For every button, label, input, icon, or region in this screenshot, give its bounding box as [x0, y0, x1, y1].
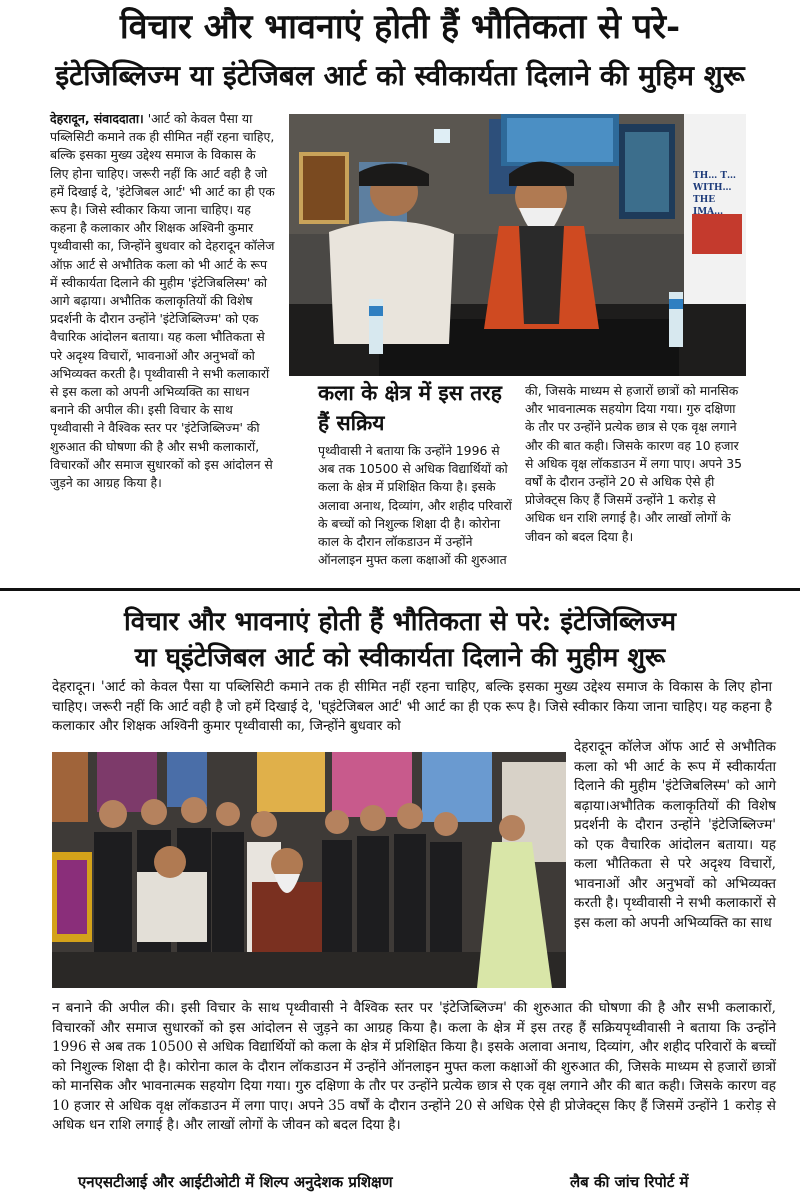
clip1-column-3-text: की, जिसके माध्यम से हजारों छात्रों को मानसिक और भावनात्मक सहयोग दिया गया। गुरु दक्षिणा के तौर पर उन्होंने प्रत्येक छात्र से एक वृक्ष लगाने और की बात कही। जिसके कारण वह 10 हजार से अधिक वृक्ष लॉकडाउन में लगा पाए। अपने 35 वर्षों के दौरान उन्होंने 20 से अधिक ऐसे ही प्रोजेक्ट्स किए हैं जिसमें उन्होंने 1 करोड़ से अधिक धन राशि लगाई है। और लाखों लोगों के जीवन को बदल दिया है। [525, 383, 743, 544]
clip1-column-2 [318, 442, 518, 569]
clip2-intro-text: देहरादून। 'आर्ट को केवल पैसा या पब्लिसिटी कमाने तक ही सीमित नहीं रहना चाहिए, बल्कि इसका मुख्य उद्देश्य समाज के विकास के लिए होना चाहिए। जरूरी नहीं कि आर्ट वही है जो हमें दिखाई दे, 'घ्इंटेजिबल आर्ट' भी आर्ट का ही एक रूप है। जिसे स्वीकार किया जाना चाहिए। यह कहना है कलाकार और शिक्षक अश्विनी कुमार पृथ्वीवासी का, जिन्होंने बुधवार को [52, 679, 772, 734]
clip1-poster-text: TH… T… WITH… THE IMA… [693, 171, 737, 217]
clip1-column-1 [50, 110, 276, 492]
clip2-bottom-paragraph [52, 999, 776, 1136]
clip1-subheading: कला के क्षेत्र में इस तरह हैं सक्रिय [318, 380, 502, 435]
clip2-photo-illustration [52, 752, 566, 988]
clip1-photo-interview [289, 114, 746, 376]
clip2-headline-line1: विचार और भावनाएं होती हैं भौतिकता से परे: इंटेजिब्लिज्म [124, 607, 676, 637]
clip2-photo-group [52, 752, 566, 988]
clip2-side-column [574, 738, 776, 933]
clip1-dateline: देहरादून, संवाददाता। [50, 111, 144, 126]
clip2-bottom-text: न बनाने की अपील की। इसी विचार के साथ पृथ्वीवासी ने वैश्विक स्तर पर 'इंटेजिब्लिज्म' की शुरुआत की घोषणा की है और सभी कलाकारों, विचारकों और समाज सुधारकों को इस आंदोलन से जुड़ने का आग्रह किया है। कला के क्षेत्र में इस तरह हैं सक्रियपृथ्वीवासी ने बताया कि उन्होंने 1996 से अब तक 10500 से अधिक विद्यार्थियों को कला के क्षेत्र में प्रशिक्षित किया है। इसके अलावा अनाथ, दिव्यांग, और शहीद परिवारों के बच्चों को निशुल्क शिक्षा दी है। कोरोना काल के दौरान लॉकडाउन में उन्होंने ऑनलाइन मुफ्त कला कक्षाओं की शुरुआत की, जिसके माध्यम से हजारों छात्रों को मानसिक और भावनात्मक सहयोग दिया गया। गुरु दक्षिणा के तौर पर उन्होंने प्रत्येक छात्र से एक वृक्ष लगाने और की बात कही। जिसके कारण वह 10 हजार से अधिक वृक्ष लॉकडाउन में लगा पाए। अपने 35 वर्षों के दौरान उन्होंने 20 से अधिक ऐसे ही प्रोजेक्ट्स किए हैं जिसमें उन्होंने 1 करोड़ से अधिक धन राशि लगाई है। और लाखों लोगों के जीवन को बदल दिया है। [52, 1000, 776, 1133]
clipping-divider [0, 588, 800, 591]
clip2-footer-headline-left: एनएसटीआई और आईटीओटी में शिल्प अनुदेशक प्रशिक्षण [78, 1173, 393, 1191]
clip2-headline-line2: या घ्इंटेजिबल आर्ट को स्वीकार्यता दिलाने की मुहीम शुरू [134, 643, 666, 673]
clip2-intro-paragraph [52, 678, 772, 737]
clip1-column-3 [525, 382, 748, 546]
clip1-headline-line2: इंटेजिब्लिज्म या इंटेजिबल आर्ट को स्वीकार्यता दिलाने की मुहिम शुरू [55, 59, 745, 92]
clip1-headline-line1: विचार और भावनाएं होती हैं भौतिकता से परे- [119, 7, 681, 47]
clip1-column-1-text: 'आर्ट को केवल पैसा या पब्लिसिटी कमाने तक ही सीमित नहीं रहना चाहिए, बल्कि इसका मुख्य उद्देश्य समाज के विकास के लिए होना चाहिए। जरूरी नहीं कि आर्ट वही है जो हमें दिखाई दे, 'इंटेजिबल आर्ट' भी आर्ट का ही एक रूप है। जिसे स्वीकार किया जाना चाहिए। यह कहना है कलाकार और शिक्षक अश्विनी कुमार पृथ्वीवासी का, जिन्होंने बुधवार को देहरादून कॉलेज ऑफ़ आर्ट से अभौतिक कला को भी आर्ट के रूप में स्वीकार्यता दिलाने की मुहीम 'इंटेजिबलिस्म' को आगे बढ़ाया। अभौतिक कलाकृतियों की विशेष प्रदर्शनी के दौरान उन्होंने 'इंटेजिब्लिज्म' को एक वैचारिक आंदोलन बताया। यह कला भौतिकता से परे अदृश्य विचारों, भावनाओं और अनुभवों को अभिव्यक्त करती है। पृथ्वीवासी ने सभी कलाकारों से इस कला को अपनी अभिव्यक्ति का साधन बनाने की अपील की। इसी विचार के साथ पृथ्वीवासी ने वैश्विक स्तर पर 'इंटेजिब्लिज्म' की शुरुआत की घोषणा की है और सभी कलाकारों, विचारकों और समाज सुधारकों को इस आंदोलन से जुड़ने का आग्रह किया है। [50, 111, 275, 491]
clip2-footer-headline-right: लैब की जांच रिपोर्ट में [570, 1173, 689, 1191]
clip1-photo-illustration [289, 114, 746, 376]
clip2-side-text: देहरादून कॉलेज ऑफ आर्ट से अभौतिक कला को भी आर्ट के रूप में स्वीकार्यता दिलाने की मुहीम 'इंटेजिबलिस्म' को आगे बढ़ाया।अभौतिक कलाकृतियों की विशेष प्रदर्शनी के दौरान उन्होंने 'इंटेजिब्लिज्म' को एक वैचारिक आंदोलन बताया। यह कला भौतिकता से परे अदृश्य विचारों, भावनाओं और अनुभवों को अभिव्यक्त करती है। पृथ्वीवासी ने सभी कलाकारों से इस कला को अपनी अभिव्यक्ति का साध [574, 739, 776, 931]
clip1-column-2-text: पृथ्वीवासी ने बताया कि उन्होंने 1996 से अब तक 10500 से अधिक विद्यार्थियों को कला के क्षेत्र में प्रशिक्षित किया है। इसके अलावा अनाथ, दिव्यांग, और शहीद परिवारों के बच्चों को निशुल्क शिक्षा दी है। कोरोना काल के दौरान लॉकडाउन में उन्होंने ऑनलाइन मुफ्त कला कक्षाओं की शुरुआत [318, 443, 512, 568]
